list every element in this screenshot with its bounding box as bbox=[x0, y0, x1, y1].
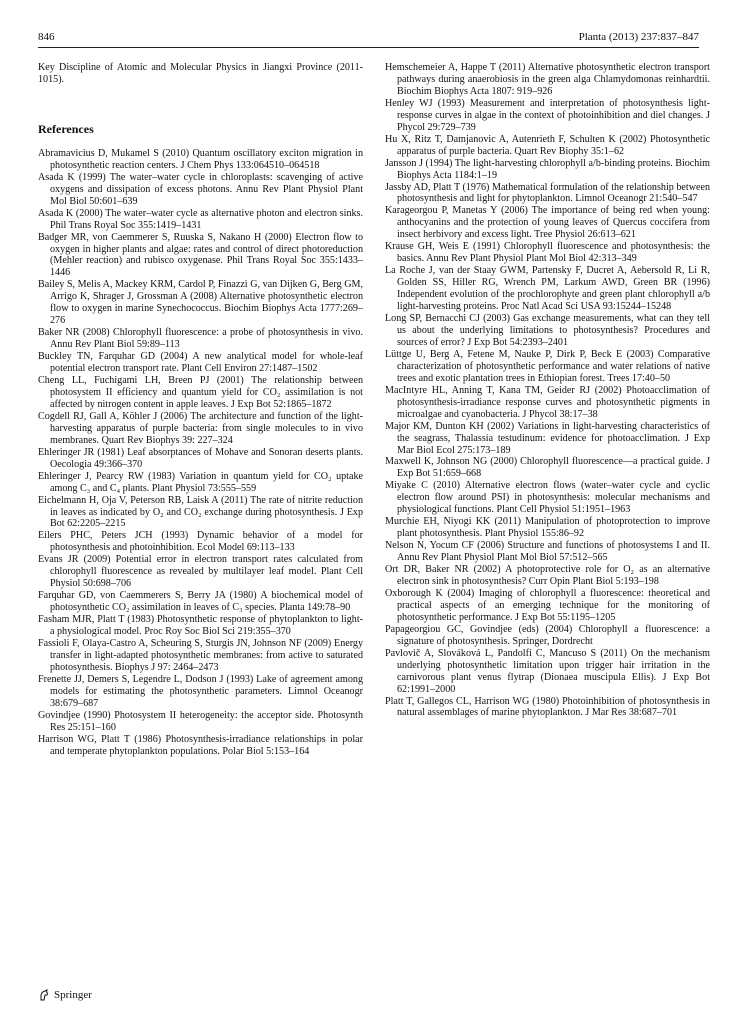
reference-entry: Platt T, Gallegos CL, Harrison WG (1980) Photoinhibition of photosynthesis in natural assemblages of marine phytoplankton. J Mar Res 38:687–701 bbox=[385, 695, 710, 719]
reference-entry: Ehleringer J, Pearcy RW (1983) Variation in quantum yield for CO₂ uptake among C₃ and C₄ plants. Plant Physiol 73:555–559 bbox=[38, 470, 363, 494]
acknowledgement-text: Key Discipline of Atomic and Molecular Physics in Jiangxi Province (2011-1015). bbox=[38, 62, 363, 85]
reference-entry: Asada K (2000) The water–water cycle as alternative photon and electron sinks. Phil Trans Royal Soc 355:1419–1431 bbox=[38, 207, 363, 231]
reference-entry: Ehleringer JR (1981) Leaf absorptances of Mohave and Sonoran deserts plants. Oecologia 49:366–370 bbox=[38, 446, 363, 470]
springer-horse-icon bbox=[38, 989, 50, 1001]
reference-entry: Jassby AD, Platt T (1976) Mathematical formulation of the relationship between photosynthesis and light for phytoplankton. Limnol Oceanogr 21:540–547 bbox=[385, 181, 710, 205]
reference-entry: Frenette JJ, Demers S, Legendre L, Dodson J (1993) Lake of agreement among models for estimating the photosynthetic parameters. Limnol Oceanogr 38:679–687 bbox=[38, 673, 363, 709]
reference-entry: Harrison WG, Platt T (1986) Photosynthesis-irradiance relationships in polar and temperate phytoplankton populations. Polar Biol 5:153–164 bbox=[38, 733, 363, 757]
reference-entry: Murchie EH, Niyogi KK (2011) Manipulation of photoprotection to improve plant photosynthesis. Plant Physiol 155:86–92 bbox=[385, 516, 710, 540]
reference-entry: Maxwell K, Johnson NG (2000) Chlorophyll fluorescence—a practical guide. J Exp Bot 51:659–668 bbox=[385, 456, 710, 480]
reference-entry: Major KM, Dunton KH (2002) Variations in light-harvesting characteristics of the seagrass, Thalassia testudinum: evidence for photoacclimation. J Exp Mar Biol Ecol 275:173–189 bbox=[385, 420, 710, 456]
reference-entry: Evans JR (2009) Potential error in electron transport rates calculated from chlorophyll fluorescence as revealed by multilayer leaf model. Plant Cell Physiol 50:698–706 bbox=[38, 554, 363, 590]
reference-entry: Miyake C (2010) Alternative electron flows (water–water cycle and cyclic electron flow around PSI) in photosynthesis: molecular mechanisms and physiological functions. Plant Cell Physiol 51:1951–1963 bbox=[385, 480, 710, 516]
reference-entry: Nelson N, Yocum CF (2006) Structure and functions of photosystems I and II. Annu Rev Plant Physiol Plant Mol Biol 57:512–565 bbox=[385, 540, 710, 564]
page-number: 846 bbox=[38, 31, 55, 43]
reference-entry: Eichelmann H, Oja V, Peterson RB, Laisk A (2011) The rate of nitrite reduction in leaves as indicated by O₂ and CO₂ exchange during photosynthesis. J Exp Bot 62:2205–2215 bbox=[38, 494, 363, 530]
page-footer bbox=[38, 987, 92, 1003]
references-heading: References bbox=[38, 121, 94, 136]
reference-entry: Fasham MJR, Platt T (1983) Photosynthetic response of phytoplankton to light-a physiological model. Proc Roy Soc Biol Sci 219:355–370 bbox=[38, 614, 363, 638]
reference-entry: MacIntyre HL, Anning T, Kana TM, Geider RJ (2002) Photoacclimation of photosynthesis-irradiance response curves and photosynthetic pigments in microalgae and cyanobacteria. J Phycol 38:17–38 bbox=[385, 384, 710, 420]
reference-entry: Pavlovič A, Slováková L, Pandolfi C, Mancuso S (2011) On the mechanism underlying photosynthetic limitation upon trigger hair irritation in the carnivorous plant venus flytrap (Dionaea muscipula Ellis). J Exp Bot 62:1991–2000 bbox=[385, 647, 710, 695]
reference-list-right bbox=[385, 62, 710, 719]
reference-entry: Karageorgou P, Manetas Y (2006) The importance of being red when young: anthocyanins and the protection of young leaves of Quercus coccifera from insect herbivory and excess light. Tree Physiol 26:613–621 bbox=[385, 205, 710, 241]
reference-entry: Cheng LL, Fuchigami LH, Breen PJ (2001) The relationship between photosystem II efficiency and quantum yield for CO₂ assimilation is not affected by nitrogen content in apple leaves. J Exp Bot 52:1865–1872 bbox=[38, 375, 363, 410]
reference-entry: Ort DR, Baker NR (2002) A photoprotective role for O₂ as an alternative electron sink in photosynthesis? Curr Opin Plant Biol 5:193–198 bbox=[385, 564, 710, 587]
reference-entry: Asada K (1999) The water–water cycle in chloroplasts: scavenging of active oxygens and dissipation of excess photons. Annu Rev Plant Physiol Plant Mol Biol 50:601–639 bbox=[38, 171, 363, 207]
header-rule bbox=[38, 47, 699, 48]
reference-entry: Abramavicius D, Mukamel S (2010) Quantum oscillatory exciton migration in photosynthetic reaction centers. J Chem Phys 133:064510–064518 bbox=[38, 147, 363, 171]
reference-entry: Oxborough K (2004) Imaging of chlorophyll a fluorescence: theoretical and practical aspects of an emerging technique for the monitoring of photosynthetic performance. J Exp Bot 55:1195–1205 bbox=[385, 587, 710, 623]
reference-entry: Hemschemeier A, Happe T (2011) Alternative photosynthetic electron transport pathways during anaerobiosis in the green alga Chlamydomonas reinhardtii. Biochim Biophys Acta 1807: 919–926 bbox=[385, 62, 710, 97]
right-column bbox=[385, 62, 710, 719]
reference-entry: Govindjee (1990) Photosystem II heterogeneity: the acceptor side. Photosynth Res 25:151–160 bbox=[38, 709, 363, 733]
reference-list-left bbox=[38, 148, 363, 758]
page-header bbox=[38, 30, 699, 46]
left-column bbox=[38, 62, 363, 758]
reference-entry: Farquhar GD, von Caemmerers S, Berry JA (1980) A biochemical model of photosynthetic CO₂ assimilation in leaves of C₃ species. Planta 149:78–90 bbox=[38, 590, 363, 614]
reference-entry: Hu X, Ritz T, Damjanovic A, Autenrieth F, Schulten K (2002) Photosynthetic apparatus of purple bacteria. Quart Rev Biophy 35:1–62 bbox=[385, 133, 710, 157]
reference-entry: Fassioli F, Olaya-Castro A, Scheuring S, Sturgis JN, Johnson NF (2009) Energy transfer in light-adapted photosynthetic membranes: from active to saturated photosynthesis. Biophys J 97: 2464–2473 bbox=[38, 637, 363, 673]
reference-entry: Krause GH, Weis E (1991) Chlorophyll fluorescence and photosynthesis: the basics. Annu Rev Plant Physiol Plant Mol Biol 42:313–349 bbox=[385, 241, 710, 265]
publisher-name: Springer bbox=[54, 989, 92, 1001]
reference-entry: Baker NR (2008) Chlorophyll fluorescence: a probe of photosynthesis in vivo. Annu Rev Plant Biol 59:89–113 bbox=[38, 327, 363, 351]
reference-entry: Buckley TN, Farquhar GD (2004) A new analytical model for whole-leaf potential electron transport rate. Plant Cell Environ 27:1487–1502 bbox=[38, 351, 363, 375]
journal-reference: Planta (2013) 237:837–847 bbox=[578, 31, 699, 43]
reference-entry: Jansson J (1994) The light-harvesting chlorophyll a/b-binding proteins. Biochim Biophys Acta 1184:1–19 bbox=[385, 157, 710, 181]
reference-entry: Long SP, Bernacchi CJ (2003) Gas exchange measurements, what can they tell us about the underlying limitations to photosynthesis? Procedures and sources of error? J Exp Bot 54:2393–2401 bbox=[385, 313, 710, 348]
reference-entry: Papageorgiou GC, Govindjee (eds) (2004) Chlorophyll a fluorescence: a signature of photosynthesis. Springer, Dordrecht bbox=[385, 623, 710, 647]
reference-entry: Cogdell RJ, Gall A, Köhler J (2006) The architecture and function of the light-harvesting apparatus of purple bacteria: from single molecules to in vivo membranes. Quart Rev Biophys 39: 227–324 bbox=[38, 410, 363, 446]
reference-entry: La Roche J, van der Staay GWM, Partensky F, Ducret A, Aebersold R, Li R, Golden SS, Hiller RG, Wrench PM, Larkum AWD, Green BR (1996) Independent evolution of the prochlorophyte and green plant chlorophyll a/b light-harvesting proteins. Proc Natl Acad Sci USA 93:15244–15248 bbox=[385, 265, 710, 313]
reference-entry: Henley WJ (1993) Measurement and interpretation of photosynthesis light-response curves in algae in the context of photoinhibition and diel changes. J Phycol 29:729–739 bbox=[385, 97, 710, 133]
reference-entry: Eilers PHC, Peters JCH (1993) Dynamic behavior of a model for photosynthesis and photoinhibition. Ecol Model 69:113–133 bbox=[38, 530, 363, 554]
reference-entry: Lüttge U, Berg A, Fetene M, Nauke P, Dirk P, Beck E (2003) Comparative characterization of photosynthetic performance and water relations of native trees and exotic plantation trees in Ethiopian forest. Trees 17:40–50 bbox=[385, 348, 710, 384]
reference-entry: Badger MR, von Caemmerer S, Ruuska S, Nakano H (2000) Electron flow to oxygen in higher plants and algae: rates and control of direct photoreduction (Mehler reaction) and rubisco oxygenase. Phil Trans Royal Soc 355:1433–1446 bbox=[38, 231, 363, 279]
reference-entry: Bailey S, Melis A, Mackey KRM, Cardol P, Finazzi G, van Dijken G, Berg GM, Arrigo K, Shrager J, Grossman A (2008) Alternative photosynthetic electron flow to oxygen in marine Synechococcus. Biochim Biophys Acta 1777:269–276 bbox=[38, 279, 363, 327]
